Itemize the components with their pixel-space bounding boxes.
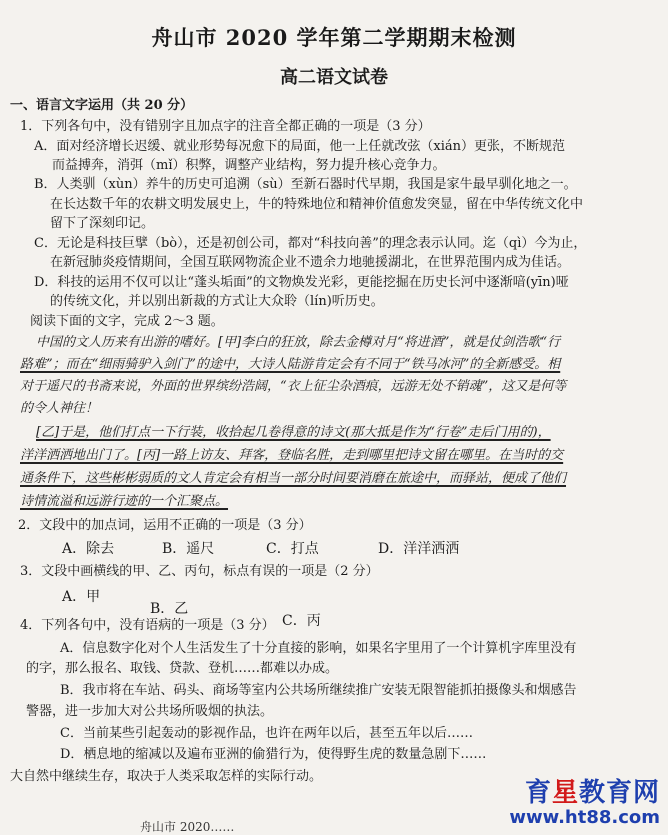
q4-option-a-cont: 的字，那么报名、取钱、贷款、登机……都难以办成。 — [26, 661, 339, 676]
page-footer: 舟山市 2020…… — [140, 820, 235, 834]
q1-option-c: C．无论是科技巨擘（bò），还是初创公司，都对“科技向善”的理念表示认同。迄（qì）今为止， — [34, 236, 587, 251]
q1-option-c-cont: 在新冠肺炎疫情期间，全国互联网物流企业不遗余力地驰援湖北，在世界范围内成为佳话。 — [50, 255, 571, 270]
brand-part: 教育网 — [578, 778, 660, 808]
q2-option-d: D．洋洋洒洒 — [378, 541, 460, 557]
q1-option-b: B．人类驯（xùn）养牛的历史可追溯（sù）至新石器时代早期，我国是家牛最早驯化地之一。 — [34, 177, 577, 192]
reading-intro: 阅读下面的文字，完成 2～3 题。 — [30, 314, 224, 329]
exam-subtitle: 高二语文试卷 — [280, 67, 388, 88]
q1-option-a: A．面对经济增长迟缓、就业形势每况愈下的局面，他一上任就改弦（xián）更张，不断规范 — [34, 139, 566, 154]
passage-line: 对于遥尺的书斋来说，外面的世界缤纷浩阔，“衣上征尘杂酒痕，远游无处不销魂”，这又是何等 — [20, 379, 567, 394]
q3-option-a: A．甲 — [62, 589, 101, 605]
passage-line: 通条件下，这些彬彬弱质的文人肯定会有相当一部分时间要消磨在旅途中，而驿站，便成了他们 — [20, 471, 567, 486]
passage-line: [乙]于是，他们打点一下行装，收拾起几卷得意的诗文(那大抵是作为“行卷”走后门用的)， — [36, 425, 551, 440]
q4-option-b-cont: 警器，进一步加大对公共场所吸烟的执法。 — [26, 704, 274, 719]
watermark-url: www.ht88.com — [509, 807, 660, 828]
q4-option-b: B．我市将在车站、码头、商场等室内公共场所继续推广安装无限智能抓拍摄像头和烟感告 — [60, 683, 577, 698]
passage-line: 的令人神往！ — [20, 401, 99, 416]
exam-title: 舟山市 2020 学年第二学期期末检测 — [151, 25, 517, 50]
brand-highlight: 星 — [551, 778, 579, 808]
watermark — [509, 772, 660, 828]
q3-stem: 3．文段中画横线的甲、乙、丙句，标点有误的一项是（2 分） — [20, 564, 379, 579]
q4-stem: 4．下列各句中，没有语病的一项是（3 分） — [20, 618, 275, 633]
q1-option-d: D．科技的运用不仅可以让“蓬头垢面”的文物焕发光彩，更能挖掘在历史长河中逐渐喑(yīn)哑 — [34, 275, 569, 290]
passage-line: 诗情流溢和远游行迹的一个汇聚点。 — [20, 494, 229, 509]
section-heading: 一、语言文字运用（共 20 分） — [10, 98, 194, 113]
q3-option-c: C．丙 — [282, 613, 321, 629]
q3-option-b: B．乙 — [150, 601, 189, 617]
passage-line: 中国的文人历来有出游的嗜好。[甲]李白的狂放，除去金樽对月“将进酒”，就是仗剑浩歌“行 — [36, 335, 561, 350]
q2-stem: 2．文段中的加点词，运用不正确的一项是（3 分） — [18, 518, 312, 533]
q4-option-a: A．信息数字化对个人生活发生了十分直接的影响，如果名字里用了一个计算机字库里没有 — [60, 641, 577, 656]
q1-option-a-cont: 而益搏奔，消弭（mǐ）积弊，调整产业结构，努力提升核心竞争力。 — [52, 158, 446, 173]
q1-stem: 1．下列各句中，没有错别字且加点字的注音全都正确的一项是（3 分） — [20, 119, 431, 134]
q4-option-c: C．当前某些引起轰动的影视作品，也许在两年以后，甚至五年以后…… — [60, 726, 473, 741]
passage-line: 洋洋洒洒地出门了。[丙]一路上访友、拜客，登临名胜，走到哪里把诗文留在哪里。在当时的交 — [20, 448, 564, 463]
q1-option-d-cont: 的传统文化，并以别出新裁的方式让大众聆（lín)听历史。 — [50, 294, 384, 309]
watermark-brand — [509, 772, 660, 809]
brand-part: 育 — [524, 778, 552, 808]
q1-option-b-cont2: 留下了深刻印记。 — [50, 216, 155, 231]
q1-option-b-cont: 在长达数千年的农耕文明发展史上，牛的特殊地位和精神价值愈发突显，留在中华传统文化中 — [50, 197, 584, 212]
passage-line: 路难”；而在“细雨骑驴入剑门”的途中，大诗人陆游肯定会有不同于“铁马冰河”的全新感受。相 — [20, 357, 561, 372]
q4-option-d: D．栖息地的缩减以及遍布亚洲的偷猎行为，使得野生虎的数量急剧下…… — [60, 747, 487, 762]
q2-option-b: B．遥尺 — [162, 541, 215, 557]
q4-option-d-cont: 大自然中继续生存，取决于人类采取怎样的实际行动。 — [10, 769, 323, 784]
q2-option-c: C．打点 — [266, 541, 319, 557]
q2-option-a: A．除去 — [62, 541, 115, 557]
